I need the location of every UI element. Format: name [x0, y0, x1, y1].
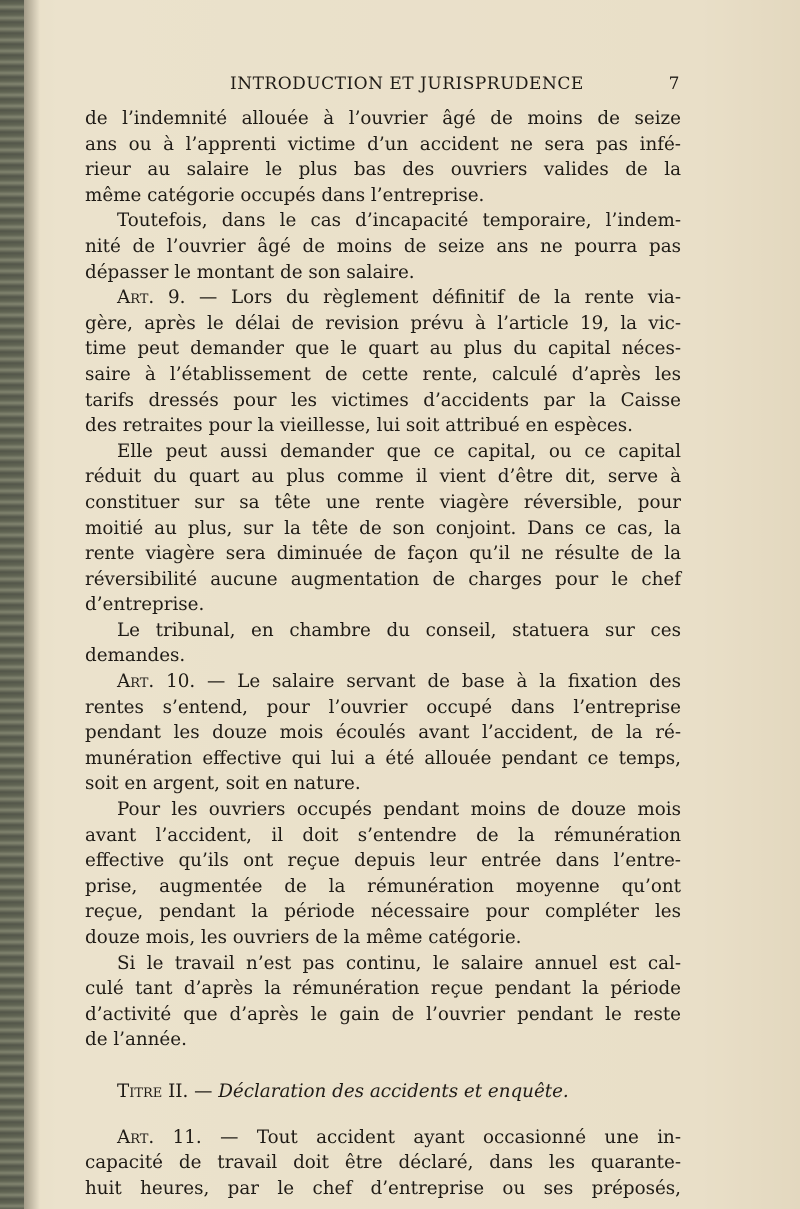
- text-line: gère, après le délai de revision prévu à l’article 19, la vic-: [85, 312, 681, 334]
- text-line: prise, augmentée de la rémunération moyenne qu’ont: [85, 875, 681, 897]
- article-10-line: [85, 669, 681, 695]
- text-line: constituer sur sa tête une rente viagère réversible, pour: [85, 491, 681, 513]
- text-line: effective qu’ils ont reçue depuis leur entrée dans l’entre-: [85, 850, 681, 872]
- text-line: avant l’accident, il doit s’entendre de la rémunération: [85, 824, 681, 846]
- spacer: [85, 1105, 681, 1125]
- text-line: moitié au plus, sur la tête de son conjoint. Dans ce cas, la: [85, 517, 681, 539]
- text-line: 11. — Tout accident ayant occasionné une in-: [172, 1126, 681, 1148]
- text-line: ans ou à l’apprenti victime d’un accident ne sera pas infé-: [85, 133, 681, 155]
- section-title: [85, 1079, 681, 1105]
- title-label: Titre II.: [117, 1080, 189, 1102]
- text-line: tarifs dressés pour les victimes d’accidents par la Caisse: [85, 389, 681, 411]
- title-heading: Déclaration des accidents et enquête.: [218, 1080, 569, 1102]
- text-line: huit heures, par le chef d’entreprise ou ses préposés,: [85, 1177, 681, 1199]
- spacer: [85, 1053, 681, 1079]
- text-line: 10. — Le salaire servant de base à la fixation des: [166, 671, 682, 693]
- article-label: Art.: [117, 287, 155, 309]
- text-line: Pour les ouvriers occupés pendant moins de douze mois: [117, 799, 681, 821]
- text-line: dépasser le montant de son salaire.: [85, 261, 415, 283]
- text-line: même catégorie occupés dans l’entreprise.: [85, 184, 485, 206]
- text-line: pendant les douze mois écoulés avant l’accident, de la ré-: [85, 722, 681, 744]
- text-line: de l’indemnité allouée à l’ouvrier âgé de moins de seize: [85, 108, 681, 129]
- text-line: rentes s’entend, pour l’ouvrier occupé dans l’entreprise: [85, 696, 681, 718]
- text-line: d’entreprise.: [85, 594, 205, 616]
- text-line: 9. — Lors du règlement définitif de la rente via-: [167, 287, 682, 309]
- text-line: réversibilité aucune augmentation de charges pour le chef: [85, 568, 681, 590]
- running-header: [230, 74, 680, 98]
- article-label: Art.: [117, 1126, 155, 1148]
- text-line: de l’année.: [85, 1029, 187, 1051]
- body-text: [85, 106, 681, 1201]
- page-number: 7: [668, 74, 680, 94]
- article-9-line: [85, 285, 681, 311]
- text-line: time peut demander que le quart au plus du capital néces-: [85, 338, 681, 360]
- text-line: rieur au salaire le plus bas des ouvriers valides de la: [85, 159, 681, 181]
- text-line: douze mois, les ouvriers de la même catégorie.: [85, 927, 522, 948]
- text-line: reçue, pendant la période nécessaire pour compléter les: [85, 901, 681, 923]
- text-line: demandes.: [85, 645, 186, 667]
- text-line: saire à l’établissement de cette rente, calculé d’après les: [85, 363, 681, 385]
- text-line: munération effective qui lui a été allouée pendant ce temps,: [85, 747, 681, 769]
- article-label: Art.: [117, 671, 155, 693]
- text-line: Si le travail n’est pas continu, le salaire annuel est cal-: [117, 952, 681, 974]
- book-binding: [0, 0, 24, 1209]
- text-line: d’activité que d’après le gain de l’ouvrier pendant le reste: [85, 1003, 681, 1025]
- text-line: nité de l’ouvrier âgé de moins de seize ans ne pourra pas: [85, 235, 681, 257]
- text-line: culé tant d’après la rémunération reçue pendant la période: [85, 978, 681, 1000]
- text-line: Elle peut aussi demander que ce capital, ou ce capital: [117, 440, 681, 462]
- text-line: Toutefois, dans le cas d’incapacité temporaire, l’indem-: [117, 210, 681, 232]
- text-line: rente viagère sera diminuée de façon qu’il ne résulte de la: [85, 543, 681, 565]
- header-title: INTRODUCTION ET JURISPRUDENCE: [230, 74, 584, 94]
- binding-shadow: [24, 0, 40, 1209]
- article-11-line: [85, 1125, 681, 1151]
- text-line: soit en argent, soit en nature.: [85, 773, 361, 795]
- text-line: réduit du quart au plus comme il vient d’être dit, serve à: [85, 466, 681, 488]
- text-line: Le tribunal, en chambre du conseil, statuera sur ces: [117, 619, 681, 641]
- text-line: des retraites pour la vieillesse, lui soit attribué en espèces.: [85, 415, 633, 437]
- title-dash: —: [194, 1080, 213, 1102]
- text-line: capacité de travail doit être déclaré, dans les quarante-: [85, 1152, 681, 1174]
